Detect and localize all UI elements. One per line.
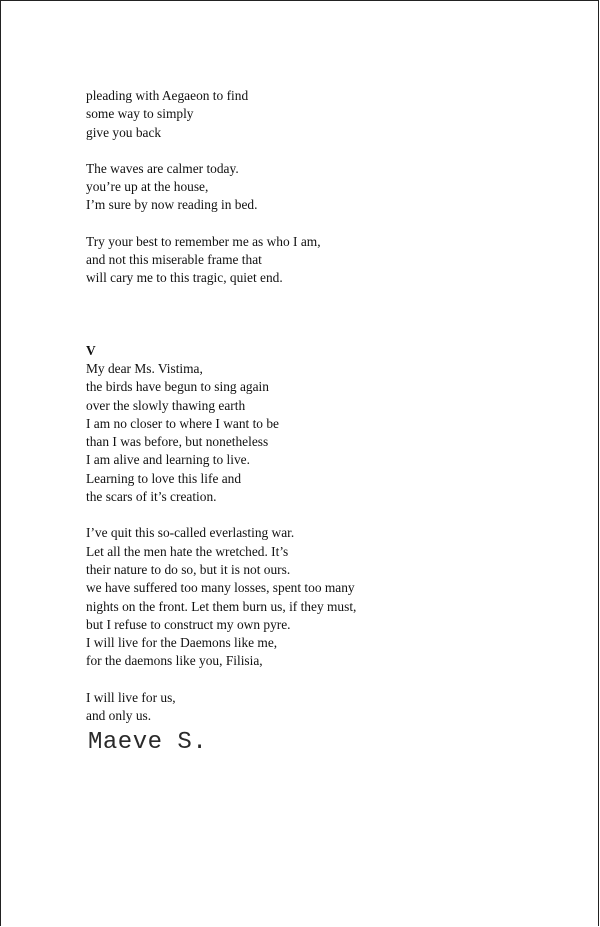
poem-body bbox=[86, 87, 586, 743]
poem-line: nights on the front. Let them burn us, if they must, bbox=[86, 598, 357, 614]
poem-line: you’re up at the house, bbox=[86, 179, 209, 195]
author-signature: Maeve S. bbox=[88, 729, 208, 756]
poem-line: I am no closer to where I want to be bbox=[86, 415, 279, 431]
stanza-5 bbox=[86, 524, 586, 670]
poem-line: Let all the men hate the wretched. It’s bbox=[86, 543, 289, 559]
poem-line: I’m sure by now reading in bed. bbox=[86, 197, 258, 213]
poem-line: the birds have begun to sing again bbox=[86, 379, 269, 395]
poem-line: than I was before, but nonetheless bbox=[86, 434, 269, 450]
section-numeral: V bbox=[86, 342, 96, 358]
poem-line: and not this miserable frame that bbox=[86, 252, 262, 268]
section-spacer bbox=[86, 306, 586, 342]
poem-line: I will live for the Daemons like me, bbox=[86, 635, 278, 651]
stanza-2 bbox=[86, 160, 586, 215]
poem-line: I’ve quit this so-called everlasting war. bbox=[86, 525, 295, 541]
poem-line: we have suffered too many losses, spent too many bbox=[86, 580, 355, 596]
poem-line: their nature to do so, but it is not ours. bbox=[86, 561, 291, 577]
poem-line: Learning to love this life and bbox=[86, 470, 242, 486]
stanza-3 bbox=[86, 233, 586, 288]
poem-line: I will live for us, bbox=[86, 689, 176, 705]
poem-line: but I refuse to construct my own pyre. bbox=[86, 616, 291, 632]
stanza-6 bbox=[86, 689, 586, 726]
poem-line: pleading with Aegaeon to find bbox=[86, 88, 249, 103]
stanza-4 bbox=[86, 360, 586, 506]
poem-line: I am alive and learning to live. bbox=[86, 452, 250, 468]
poem-line: Try your best to remember me as who I am, bbox=[86, 233, 321, 249]
poem-line: some way to simply bbox=[86, 106, 194, 122]
poem-line: will cary me to this tragic, quiet end. bbox=[86, 270, 283, 286]
poem-line: give you back bbox=[86, 124, 162, 140]
poem-line: over the slowly thawing earth bbox=[86, 397, 246, 413]
poem-line: and only us. bbox=[86, 708, 152, 724]
stanza-1 bbox=[86, 87, 586, 142]
poem-line: the scars of it’s creation. bbox=[86, 489, 217, 505]
poem-line: The waves are calmer today. bbox=[86, 160, 239, 176]
poem-line: for the daemons like you, Filisia, bbox=[86, 653, 263, 669]
poem-line: My dear Ms. Vistima, bbox=[86, 360, 203, 376]
